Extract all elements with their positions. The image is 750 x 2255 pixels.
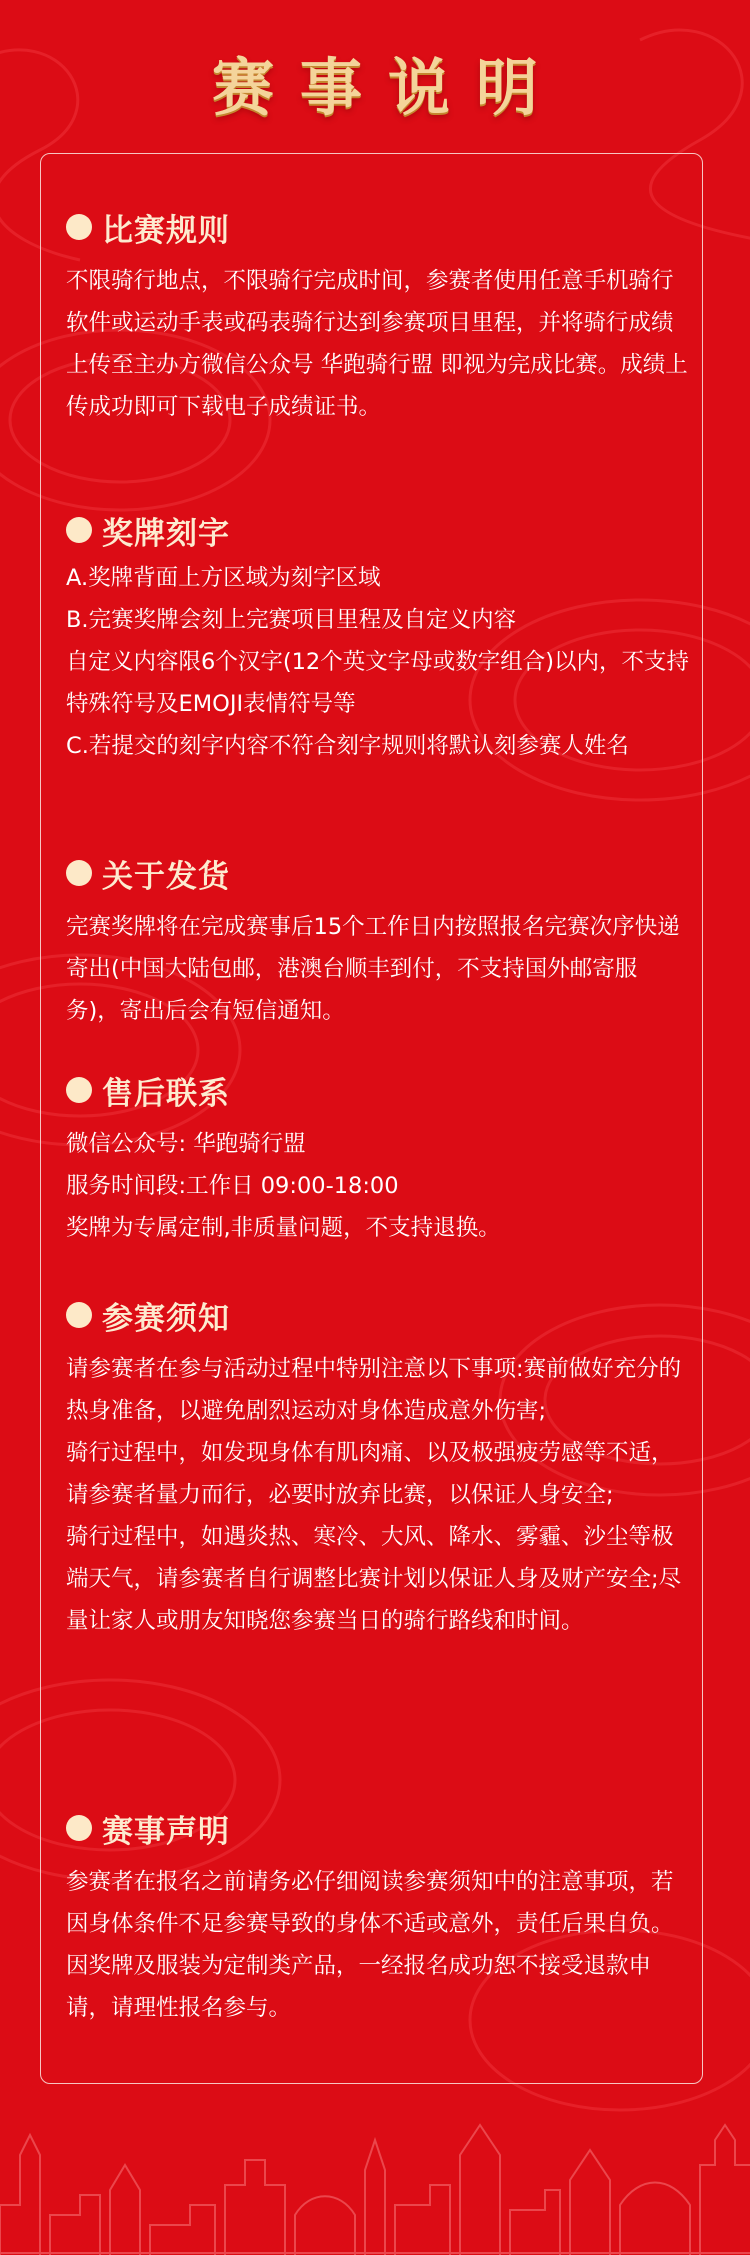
- paragraph: 参赛者在报名之前请务必仔细阅读参赛须知中的注意事项，若因身体条件不足参赛导致的身体不适或意外，责任后果自负。因奖牌及服装为定制类产品，一经报名成功恕不接受退款申请，请理性报名参与。: [66, 1869, 674, 2021]
- paragraph: 不限骑行地点，不限骑行完成时间，参赛者使用任意手机骑行软件或运动手表或码表骑行达到参赛项目里程，并将骑行成绩上传至主办方微信公众号 华跑骑行盟 即视为完成比赛。成绩上传成功即可下载电子成绩证书。: [66, 268, 688, 420]
- section-participant-notice: [66, 1292, 691, 1642]
- section-title: 比赛规则: [102, 212, 230, 249]
- section-header: [66, 1067, 691, 1113]
- paragraph: 骑行过程中，如发现身体有肌肉痛、以及极强疲劳感等不适，请参赛者量力而行，必要时放弃比赛，以保证人身安全;: [66, 1440, 674, 1508]
- section-body: [66, 906, 691, 1032]
- section-body: [66, 1123, 691, 1249]
- bullet-dot-icon: [66, 1077, 92, 1103]
- section-title: 参赛须知: [102, 1300, 230, 1337]
- section-after-sales: [66, 1067, 691, 1249]
- section-title: 售后联系: [102, 1075, 230, 1112]
- section-header: [66, 507, 691, 553]
- section-header: [66, 1292, 691, 1338]
- section-header: [66, 850, 691, 896]
- paragraph: 微信公众号: 华跑骑行盟: [66, 1131, 306, 1157]
- section-shipping: [66, 850, 691, 1032]
- section-engraving: [66, 507, 691, 767]
- bullet-dot-icon: [66, 1815, 92, 1841]
- bullet-dot-icon: [66, 214, 92, 240]
- section-body: [66, 1861, 691, 2029]
- paragraph: A.奖牌背面上方区域为刻字区域: [66, 565, 381, 591]
- city-skyline-illustration: [0, 2095, 750, 2255]
- section-header: [66, 204, 691, 250]
- section-header: [66, 1805, 691, 1851]
- bullet-dot-icon: [66, 1302, 92, 1328]
- bullet-dot-icon: [66, 517, 92, 543]
- section-title: 奖牌刻字: [102, 515, 230, 552]
- paragraph: 奖牌为专属定制,非质量问题，不支持退换。: [66, 1215, 501, 1241]
- paragraph: B.完赛奖牌会刻上完赛项目里程及自定义内容: [66, 607, 517, 633]
- paragraph: 自定义内容限6个汉字(12个英文字母或数字组合)以内，不支持特殊符号及EMOJI表情符号等: [66, 649, 690, 717]
- section-rules: [66, 204, 691, 428]
- page-title: 赛事说明: [211, 51, 564, 124]
- paragraph: 完赛奖牌将在完成赛事后15个工作日内按照报名完赛次序快递寄出(中国大陆包邮，港澳台顺丰到付，不支持国外邮寄服务)，寄出后会有短信通知。: [66, 914, 680, 1024]
- section-body: [66, 1348, 691, 1642]
- section-title: 赛事声明: [102, 1813, 230, 1850]
- paragraph: 骑行过程中，如遇炎热、寒冷、大风、降水、雾霾、沙尘等极端天气，请参赛者自行调整比赛计划以保证人身及财产安全;尽量让家人或朋友知晓您参赛当日的骑行路线和时间。: [66, 1524, 682, 1634]
- section-title: 关于发货: [102, 858, 230, 895]
- section-body: [66, 260, 691, 428]
- paragraph: 服务时间段:工作日 09:00-18:00: [66, 1173, 399, 1199]
- section-body: [66, 557, 691, 767]
- section-disclaimer: [66, 1805, 691, 2029]
- paragraph: C.若提交的刻字内容不符合刻字规则将默认刻参赛人姓名: [66, 733, 629, 759]
- paragraph: 请参赛者在参与活动过程中特别注意以下事项:赛前做好充分的热身准备，以避免剧烈运动对身体造成意外伤害;: [66, 1356, 682, 1424]
- bullet-dot-icon: [66, 860, 92, 886]
